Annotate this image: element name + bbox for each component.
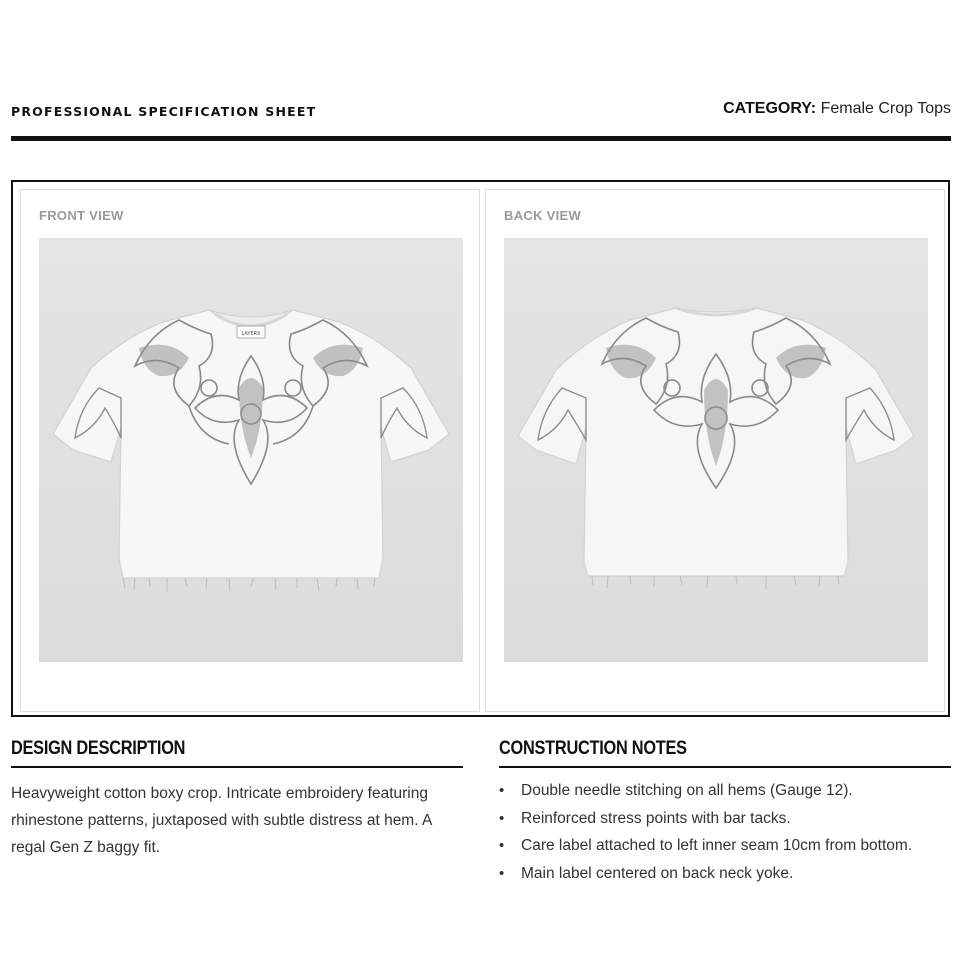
design-description-title: DESIGN DESCRIPTION (11, 738, 186, 759)
bullet-icon: • (499, 809, 505, 827)
construction-notes-divider (499, 766, 951, 768)
note-text: Double needle stitching on all hems (Gauge 12). (521, 782, 853, 799)
design-description-section (11, 738, 463, 861)
note-text: Reinforced stress points with bar tacks. (521, 809, 791, 827)
back-view-card (485, 189, 945, 712)
design-description-text: Heavyweight cotton boxy crop. Intricate embroidery featuring rhinestone patterns, juxtaposed with subtle distress at hem. A regal Gen Z baggy fit. (11, 785, 432, 856)
construction-notes-title: CONSTRUCTION NOTES (499, 738, 687, 759)
header-divider (11, 136, 951, 141)
list-item (499, 860, 951, 888)
sheet-title: PROFESSIONAL SPECIFICATION SHEET (11, 104, 317, 119)
bullet-icon: • (499, 837, 505, 854)
construction-notes-list (499, 777, 951, 887)
views-frame (11, 180, 950, 717)
front-view-image (39, 238, 463, 662)
svg-text:LAYERX: LAYERX (241, 331, 261, 337)
bullet-icon: • (499, 864, 505, 882)
list-item (499, 805, 951, 833)
front-view-label: FRONT VIEW (39, 208, 124, 223)
sheet-header (11, 96, 951, 126)
category-value: Female Crop Tops (820, 100, 951, 117)
list-item (499, 832, 951, 860)
front-view-card (20, 189, 480, 712)
construction-notes-section (499, 738, 951, 887)
back-view-label: BACK VIEW (504, 208, 582, 223)
design-description-divider (11, 766, 463, 768)
back-tshirt-illustration (504, 238, 928, 662)
note-text: Main label centered on back neck yoke. (521, 864, 794, 882)
category-line (723, 100, 951, 118)
list-item (499, 777, 951, 805)
note-text: Care label attached to left inner seam 10cm from bottom. (521, 837, 913, 854)
category-key: CATEGORY: (723, 100, 817, 117)
bullet-icon: • (499, 782, 505, 799)
front-tshirt-illustration (39, 238, 463, 662)
back-view-image (504, 238, 928, 662)
